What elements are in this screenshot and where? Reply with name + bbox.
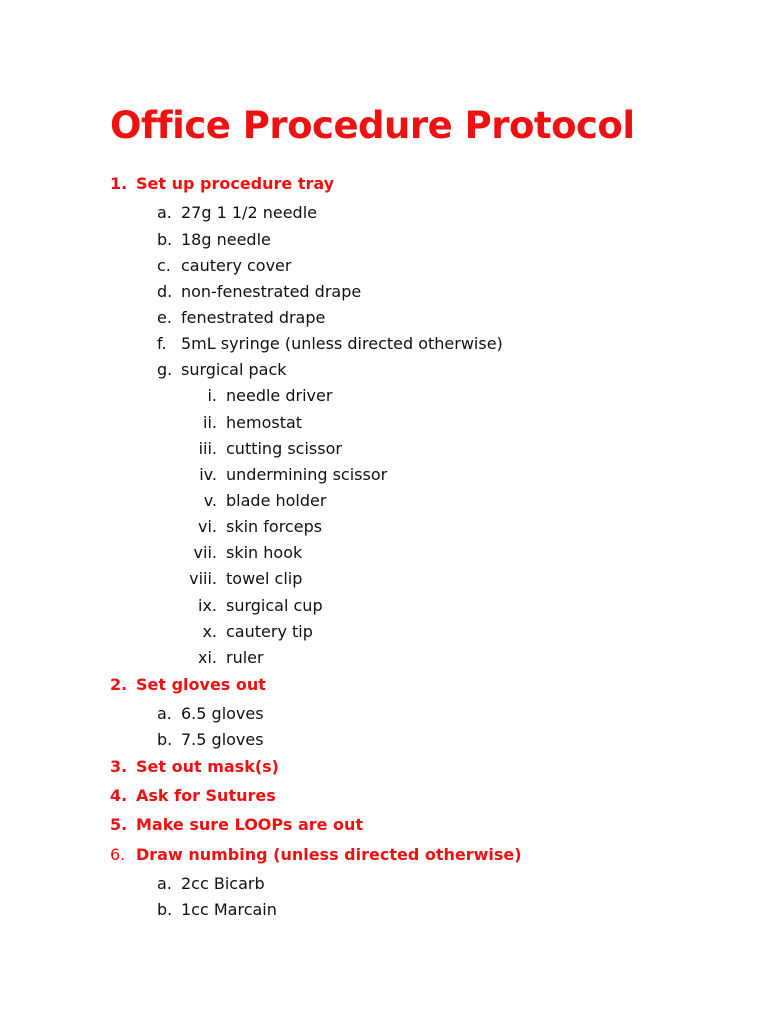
section-number: 5. <box>110 815 128 834</box>
list-text: non-fenestrated drape <box>181 282 362 301</box>
list-text: 18g needle <box>181 230 271 249</box>
sub-list-item <box>0 439 700 459</box>
list-marker: d. <box>157 282 173 301</box>
list-text: needle driver <box>226 386 333 405</box>
list-text: undermining scissor <box>226 465 388 484</box>
list-marker: x. <box>202 622 217 641</box>
section-label: Set out mask(s) <box>136 757 279 776</box>
section-number: 4. <box>110 786 128 805</box>
section-label: Ask for Sutures <box>136 786 276 805</box>
list-marker: vi. <box>198 517 217 536</box>
section-number: 6. <box>110 845 126 864</box>
list-marker: a. <box>157 704 172 723</box>
list-marker: ii. <box>203 413 217 432</box>
list-text: hemostat <box>226 413 303 432</box>
list-marker: iv. <box>199 465 217 484</box>
sub-list-item <box>0 413 700 433</box>
list-marker: a. <box>157 874 172 893</box>
list-marker: f. <box>157 334 167 353</box>
section-2-heading <box>110 675 266 695</box>
page-title: Office Procedure Protocol <box>110 104 635 147</box>
list-text: fenestrated drape <box>181 308 326 327</box>
list-item <box>157 308 325 328</box>
list-item <box>157 230 271 250</box>
sub-list-item <box>0 465 700 485</box>
section-5-heading <box>110 815 363 835</box>
section-label: Set gloves out <box>136 675 266 694</box>
section-3-heading <box>110 757 279 777</box>
list-marker: a. <box>157 203 172 222</box>
list-marker: i. <box>207 386 217 405</box>
list-marker: ix. <box>198 596 217 615</box>
list-marker: b. <box>157 230 173 249</box>
list-marker: e. <box>157 308 172 327</box>
list-text: 5mL syringe (unless directed otherwise) <box>181 334 503 353</box>
sub-list-item <box>0 596 700 616</box>
list-item <box>157 874 265 894</box>
list-text: skin forceps <box>226 517 323 536</box>
list-text: 1cc Marcain <box>181 900 277 919</box>
list-text: 6.5 gloves <box>181 704 264 723</box>
section-label: Draw numbing (unless directed otherwise) <box>136 845 522 864</box>
sub-list-item <box>0 569 700 589</box>
list-marker: viii. <box>189 569 217 588</box>
list-item <box>157 203 317 223</box>
section-label: Make sure LOOPs are out <box>136 815 364 834</box>
list-marker: iii. <box>198 439 217 458</box>
list-text: surgical pack <box>181 360 287 379</box>
section-4-heading <box>110 786 276 806</box>
list-marker: b. <box>157 900 173 919</box>
list-text: cautery tip <box>226 622 313 641</box>
list-text: blade holder <box>226 491 327 510</box>
list-text: cautery cover <box>181 256 292 275</box>
sub-list-item <box>0 491 700 511</box>
list-text: 27g 1 1/2 needle <box>181 203 317 222</box>
list-text: towel clip <box>226 569 303 588</box>
list-item <box>157 360 287 380</box>
list-item <box>157 900 277 920</box>
list-text: surgical cup <box>226 596 323 615</box>
sub-list-item <box>0 543 700 563</box>
list-item <box>157 334 503 354</box>
list-text: ruler <box>226 648 264 667</box>
list-marker: c. <box>157 256 171 275</box>
section-1-heading <box>110 174 334 194</box>
list-marker: vii. <box>193 543 217 562</box>
section-label: Set up procedure tray <box>136 174 335 193</box>
list-marker: b. <box>157 730 173 749</box>
list-item <box>157 256 291 276</box>
section-number: 3. <box>110 757 128 776</box>
list-item <box>157 730 264 750</box>
list-marker: g. <box>157 360 173 379</box>
list-text: 7.5 gloves <box>181 730 264 749</box>
list-item <box>157 282 361 302</box>
sub-list-item <box>0 622 700 642</box>
sub-list-item <box>0 648 700 668</box>
list-text: skin hook <box>226 543 303 562</box>
section-6-heading <box>110 845 522 865</box>
list-marker: v. <box>203 491 217 510</box>
list-text: cutting scissor <box>226 439 342 458</box>
section-number: 1. <box>110 174 128 193</box>
list-text: 2cc Bicarb <box>181 874 265 893</box>
list-marker: xi. <box>198 648 217 667</box>
sub-list-item <box>0 517 700 537</box>
section-number: 2. <box>110 675 128 694</box>
list-item <box>157 704 264 724</box>
sub-list-item <box>0 386 700 406</box>
